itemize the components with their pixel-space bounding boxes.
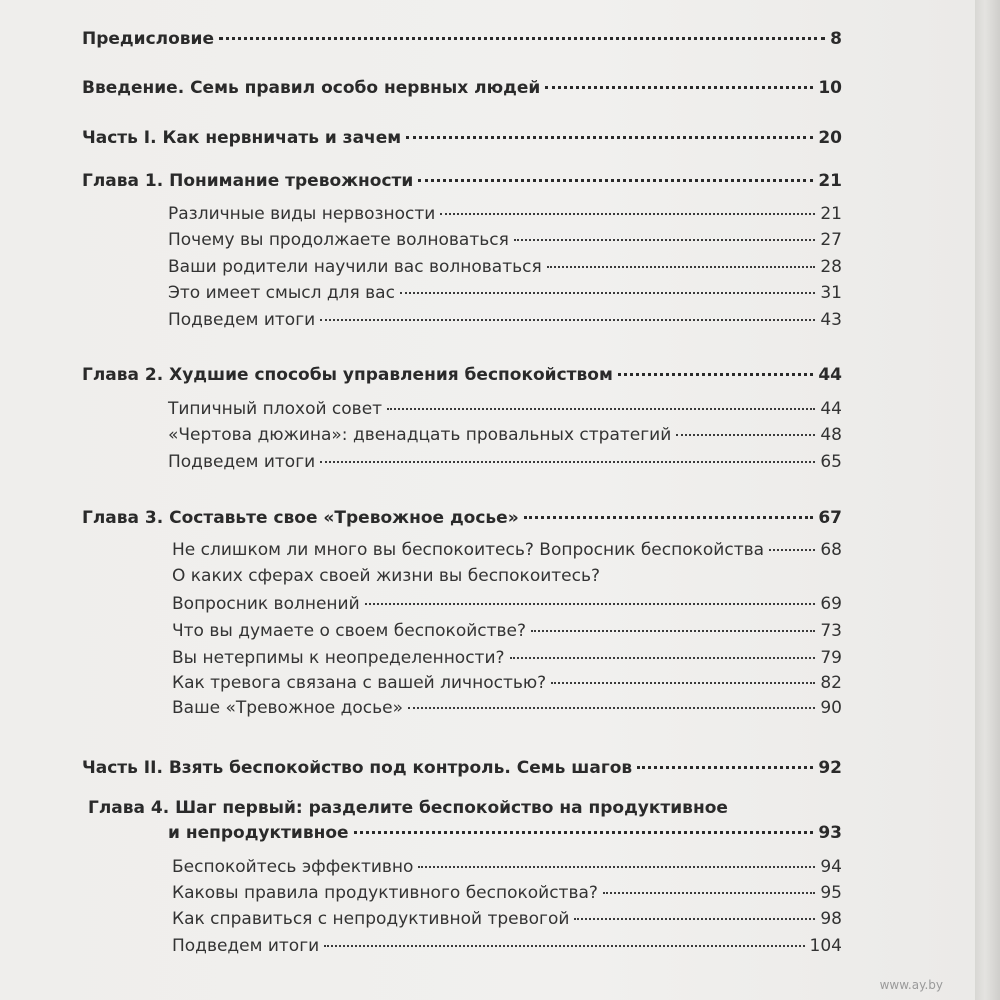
toc-subentry xyxy=(168,282,842,304)
toc-subentry-title: Вы нетерпимы к неопределенности? xyxy=(172,648,505,668)
leader-dots xyxy=(406,136,813,139)
toc-entry-page: 20 xyxy=(818,128,842,148)
toc-entry-chapter4-title-line1: Глава 4. Шаг первый: разделите беспокойство на продуктивное xyxy=(88,798,728,818)
leader-dots xyxy=(551,682,815,684)
toc-entry-chapter1 xyxy=(82,170,842,192)
leader-dots xyxy=(514,239,816,241)
toc-subentry-page: 28 xyxy=(820,257,842,277)
toc-subentry xyxy=(168,256,842,278)
toc-subentry-title: Подведем итоги xyxy=(168,310,316,330)
leader-dots xyxy=(320,319,815,321)
toc-entry-chapter3 xyxy=(82,507,842,529)
toc-subentry xyxy=(172,697,842,719)
leader-dots xyxy=(320,461,815,463)
leader-dots xyxy=(524,516,814,519)
toc-entry-title: Введение. Семь правил особо нервных людей xyxy=(82,78,541,98)
toc-subentry-page: 27 xyxy=(820,230,842,250)
leader-dots xyxy=(418,866,815,868)
toc-subentry-title: Вопросник волнений xyxy=(172,594,360,614)
toc-entry-page: 44 xyxy=(818,365,842,385)
toc-subentry xyxy=(168,451,842,473)
toc-entry-page: 10 xyxy=(818,78,842,98)
toc-subentry xyxy=(172,856,842,878)
leader-dots xyxy=(324,945,804,947)
toc-subentry-title: Ваши родители научили вас волноваться xyxy=(168,257,542,277)
toc-subentry-title: Почему вы продолжаете волноваться xyxy=(168,230,509,250)
leader-dots xyxy=(408,707,815,709)
toc-subentry-page: 73 xyxy=(820,621,842,641)
leader-dots xyxy=(440,213,815,215)
toc-subentry-title-wrapped: О каких сферах своей жизни вы беспокоитесь? xyxy=(172,566,601,586)
toc-entry-part2 xyxy=(82,757,842,779)
toc-entry-page: 93 xyxy=(818,823,842,843)
leader-dots xyxy=(510,657,816,659)
toc-subentry-page: 104 xyxy=(809,936,842,956)
toc-subentry xyxy=(168,424,842,446)
toc-subentry-page: 21 xyxy=(820,204,842,224)
toc-entry-title: Глава 3. Составьте свое «Тревожное досье» xyxy=(82,508,519,528)
toc-subentry xyxy=(168,229,842,251)
toc-subentry-page: 79 xyxy=(820,648,842,668)
leader-dots xyxy=(574,918,815,920)
toc-subentry-title: «Чертова дюжина»: двенадцать провальных стратегий xyxy=(168,425,672,445)
toc-subentry-page: 43 xyxy=(820,310,842,330)
leader-dots xyxy=(676,434,815,436)
leader-dots xyxy=(637,766,813,769)
leader-dots xyxy=(418,179,813,182)
page-edge xyxy=(975,0,1000,1000)
toc-entry-title: Часть I. Как нервничать и зачем xyxy=(82,128,402,148)
toc-entry-title: Глава 1. Понимание тревожности xyxy=(82,171,414,191)
leader-dots xyxy=(769,549,815,551)
toc-subentry xyxy=(172,908,842,930)
toc-subentry-page: 31 xyxy=(820,283,842,303)
toc-subentry-title: Подведем итоги xyxy=(168,452,316,472)
toc-subentry-title: Подведем итоги xyxy=(172,936,320,956)
toc-entry-page: 67 xyxy=(818,508,842,528)
toc-subentry-title: Как тревога связана с вашей личностью? xyxy=(172,673,547,693)
toc-subentry-page: 48 xyxy=(820,425,842,445)
toc-subentry-page: 65 xyxy=(820,452,842,472)
toc-entry-intro xyxy=(82,77,842,99)
toc-entry-page: 21 xyxy=(818,171,842,191)
toc-entry-page: 8 xyxy=(830,29,842,49)
toc-subentry-title: Не слишком ли много вы беспокоитесь? Вопросник беспокойства xyxy=(172,540,765,560)
leader-dots xyxy=(531,630,815,632)
toc-subentry-title: Это имеет смысл для вас xyxy=(168,283,395,303)
toc-subentry xyxy=(168,203,842,225)
toc-entry-chapter4 xyxy=(168,822,842,844)
toc-subentry xyxy=(172,935,842,957)
leader-dots xyxy=(547,266,816,268)
toc-subentry xyxy=(172,620,842,642)
toc-subentry-page: 98 xyxy=(820,909,842,929)
toc-subentry-page: 44 xyxy=(820,399,842,419)
toc-subentry-page: 82 xyxy=(820,673,842,693)
leader-dots xyxy=(365,603,816,605)
leader-dots xyxy=(603,892,815,894)
toc-subentry xyxy=(172,882,842,904)
leader-dots xyxy=(219,37,825,40)
toc-subentry-title: Беспокойтесь эффективно xyxy=(172,857,414,877)
toc-subentry-page: 68 xyxy=(820,540,842,560)
watermark: www.ay.by xyxy=(879,978,943,992)
leader-dots xyxy=(400,292,815,294)
leader-dots xyxy=(387,408,815,410)
toc-entry-title: Глава 2. Худшие способы управления беспокойством xyxy=(82,365,613,385)
leader-dots xyxy=(618,373,813,376)
toc-subentry xyxy=(168,309,842,331)
toc-entry-title: и непродуктивное xyxy=(168,823,349,843)
toc-subentry xyxy=(168,398,842,420)
toc-entry-title: Предисловие xyxy=(82,29,214,49)
toc-subentry-page: 69 xyxy=(820,594,842,614)
toc-entry-chapter2 xyxy=(82,364,842,386)
leader-dots xyxy=(354,831,814,834)
toc-subentry-title: Как справиться с непродуктивной тревогой xyxy=(172,909,570,929)
toc-subentry-title: Каковы правила продуктивного беспокойства? xyxy=(172,883,598,903)
toc-entry-page: 92 xyxy=(818,758,842,778)
toc-subentry xyxy=(172,593,842,615)
toc-subentry xyxy=(172,672,842,694)
toc-entry-title: Часть II. Взять беспокойство под контроль. Семь шагов xyxy=(82,758,633,778)
toc-subentry xyxy=(172,647,842,669)
toc-subentry xyxy=(172,539,842,561)
toc-subentry-title: Типичный плохой совет xyxy=(168,399,383,419)
leader-dots xyxy=(545,86,813,89)
toc-entry-part1 xyxy=(82,127,842,149)
toc-subentry-page: 90 xyxy=(820,698,842,718)
toc-subentry-page: 95 xyxy=(820,883,842,903)
toc-subentry-title: Что вы думаете о своем беспокойстве? xyxy=(172,621,527,641)
toc-entry-preface xyxy=(82,28,842,50)
toc-subentry-page: 94 xyxy=(820,857,842,877)
toc-subentry-title: Ваше «Тревожное досье» xyxy=(172,698,404,718)
toc-subentry-title: Различные виды нервозности xyxy=(168,204,436,224)
